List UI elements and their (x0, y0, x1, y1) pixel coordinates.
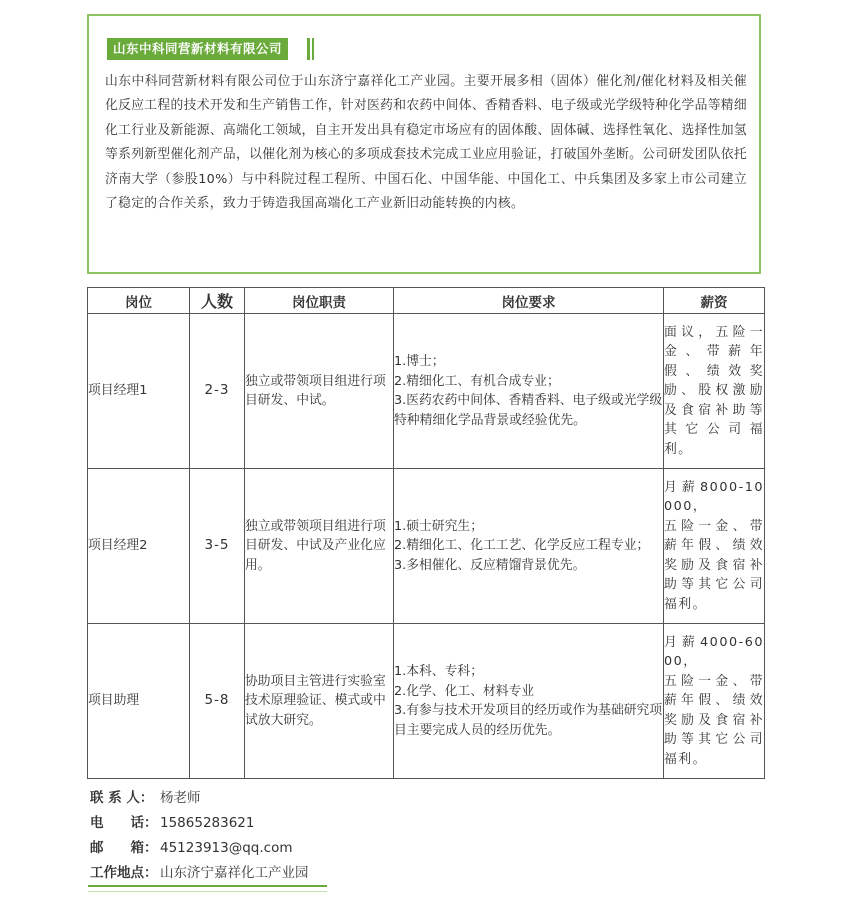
job-duty: 独立或带领项目组进行项目研发、中试。 (245, 314, 394, 469)
table-row (88, 624, 765, 779)
job-requirements (394, 314, 664, 469)
header-salary: 薪资 (664, 288, 765, 314)
job-requirements (394, 469, 664, 624)
salary-line: 月薪4000-6000， (664, 634, 764, 670)
company-name-tag: 山东中科同营新材料有限公司 (107, 38, 288, 60)
job-position: 项目经理2 (88, 469, 190, 624)
contact-person-value: 杨老师 (160, 790, 201, 806)
header-duty: 岗位职责 (245, 288, 394, 314)
requirement-line: 2.精细化工、有机合成专业； (394, 373, 560, 389)
job-requirements (394, 624, 664, 779)
requirement-line: 3.多相催化、反应精馏背景优先。 (394, 557, 586, 573)
job-duty: 协助项目主管进行实验室技术原理验证、模式或中试放大研究。 (245, 624, 394, 779)
requirement-line: 3.医药农药中间体、香精香料、电子级或光学级特种精细化学品背景或经验优先。 (394, 393, 663, 428)
job-position: 项目助理 (88, 624, 190, 779)
header-position: 岗位 (88, 288, 190, 314)
contact-address-label: 工作地点： (90, 865, 158, 881)
requirement-line: 1.博士； (394, 354, 445, 369)
job-salary (664, 624, 765, 779)
contact-address-value: 山东济宁嘉祥化工产业园 (160, 865, 309, 881)
contact-person (90, 786, 201, 806)
job-count: 2-3 (190, 314, 245, 469)
requirement-line: 2.化学、化工、材料专业 (394, 683, 535, 699)
table-row (88, 469, 765, 624)
header-requirements: 岗位要求 (394, 288, 664, 314)
requirement-line: 3.有参与技术开发项目的经历或作为基础研究项目主要完成人员的经历优先。 (394, 703, 663, 738)
job-count: 3-5 (190, 469, 245, 624)
salary-line: 五险一金、带薪年假、绩效奖励及食宿补助等其它公司福利。 (664, 673, 764, 767)
contact-email (90, 836, 292, 856)
contact-address (90, 861, 309, 881)
job-duty: 独立或带领项目组进行项目研发、中试及产业化应用。 (245, 469, 394, 624)
salary-line: 面议，五险一金、带薪年假、绩效奖励、股权激励及食宿补助等其它公司福利。 (664, 324, 764, 457)
requirement-line: 1.硕士研究生； (394, 518, 483, 534)
job-salary (664, 469, 765, 624)
address-underline-light (88, 891, 327, 892)
salary-line: 五险一金、带薪年假、绩效奖励及食宿补助等其它公司福利。 (664, 518, 764, 612)
contact-email-value: 45123913@qq.com (160, 840, 293, 856)
address-underline (88, 885, 327, 887)
contact-person-label: 联 系 人： (90, 790, 154, 806)
job-table (87, 287, 765, 779)
job-count: 5-8 (190, 624, 245, 779)
job-position: 项目经理1 (88, 314, 190, 469)
company-description: 山东中科同营新材料有限公司位于山东济宁嘉祥化工产业园。主要开展多相（固体）催化剂/催化材料及相关催化反应工程的技术开发和生产销售工作，针对医药和农药中间体、香精香料、电子级或光学级特种化学品等精细化工行业及新能源、高端化工领域，自主开发出具有稳定市场应有的固体酸、固体碱、选择性氧化、选择性加氢等系列新型催化剂产品，以催化剂为核心的多项成套技术完成工业应用验证，打破国外垄断。公司研发团队依托济南大学（参股10%）与中科院过程工程所、中国石化、中国华能、中国化工、中兵集团及多家上市公司建立了稳定的合作关系，致力于铸造我国高端化工产业新旧动能转换的内核。 (105, 74, 747, 212)
contact-phone-label: 电 话： (90, 815, 158, 831)
contact-email-label: 邮 箱： (90, 840, 158, 856)
job-salary (664, 314, 765, 469)
table-row (88, 314, 765, 469)
salary-line: 月薪8000-10000， (664, 479, 764, 515)
contact-phone-value: 15865283621 (160, 815, 255, 831)
header-count: 人数 (190, 288, 245, 314)
table-header-row (88, 288, 765, 314)
requirement-line: 2.精细化工、化工工艺、化学反应工程专业； (394, 538, 650, 554)
company-intro-box (87, 14, 761, 274)
contact-phone (90, 811, 254, 831)
tag-decoration-bars (307, 38, 319, 60)
requirement-line: 1.本科、专科； (394, 664, 483, 679)
